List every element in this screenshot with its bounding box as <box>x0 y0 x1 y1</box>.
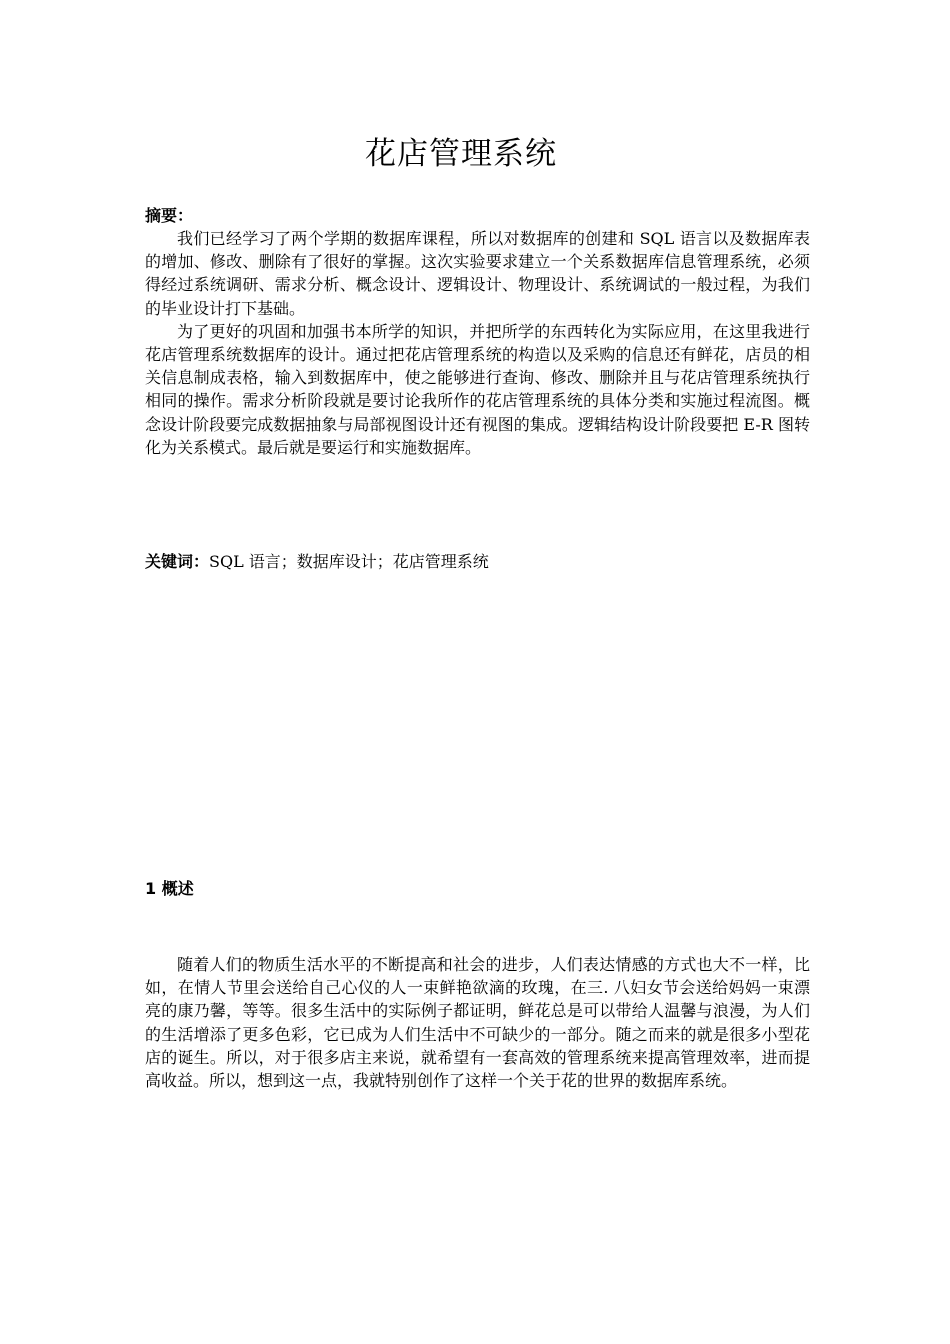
section-heading: 1 概述 <box>145 879 194 898</box>
abstract-label: 摘要： <box>145 206 194 225</box>
document-title: 花店管理系统 <box>365 136 557 172</box>
abstract-paragraph: 为了更好的巩固和加强书本所学的知识，并把所学的东西转化为实际应用，在这里我进行花店管理系统数据库的设计。通过把花店管理系统的构造以及采购的信息还有鲜花，店员的相关信息制成表格，输入到数据库中，使之能够进行查询、修改、删除并且与花店管理系统执行相同的操作。需求分析阶段就是要讨论我所作的花店管理系统的具体分类和实施过程流图。概念设计阶段要完成数据抽象与局部视图设计还有视图的集成。逻辑结构设计阶段要把 E-R 图转化为关系模式。最后就是要运行和实施数据库。 <box>145 321 810 457</box>
keywords-text: SQL 语言；数据库设计；花店管理系统 <box>209 552 489 571</box>
section-paragraph: 随着人们的物质生活水平的不断提高和社会的进步，人们表达情感的方式也大不一样，比如，在情人节里会送给自己心仪的人一束鲜艳欲滴的玫瑰，在三. 八妇女节会送给妈妈一束漂亮的康乃馨，等等。很多生活中的实际例子都证明，鲜花总是可以带给人温馨与浪漫，为人们的生活增添了更多色彩，它已成为人们生活中不可缺少的一部分。随之而来的就是很多小型花店的诞生。所以，对于很多店主来说，就希望有一套高效的管理系统来提高管理效率，进而提高收益。所以，想到这一点，我就特别创作了这样一个关于花的世界的数据库系统。 <box>145 955 810 1091</box>
abstract-body <box>145 227 810 459</box>
keywords-label: 关键词： <box>145 552 210 571</box>
section-body <box>145 953 810 1092</box>
abstract-paragraph: 我们已经学习了两个学期的数据库课程，所以对数据库的创建和 SQL 语言以及数据库表的增加、修改、删除有了很好的掌握。这次实验要求建立一个关系数据库信息管理系统，必须得经过系统调研、需求分析、概念设计、逻辑设计、物理设计、系统调试的一般过程，为我们的毕业设计打下基础。 <box>145 229 810 318</box>
keywords-line <box>145 549 810 572</box>
